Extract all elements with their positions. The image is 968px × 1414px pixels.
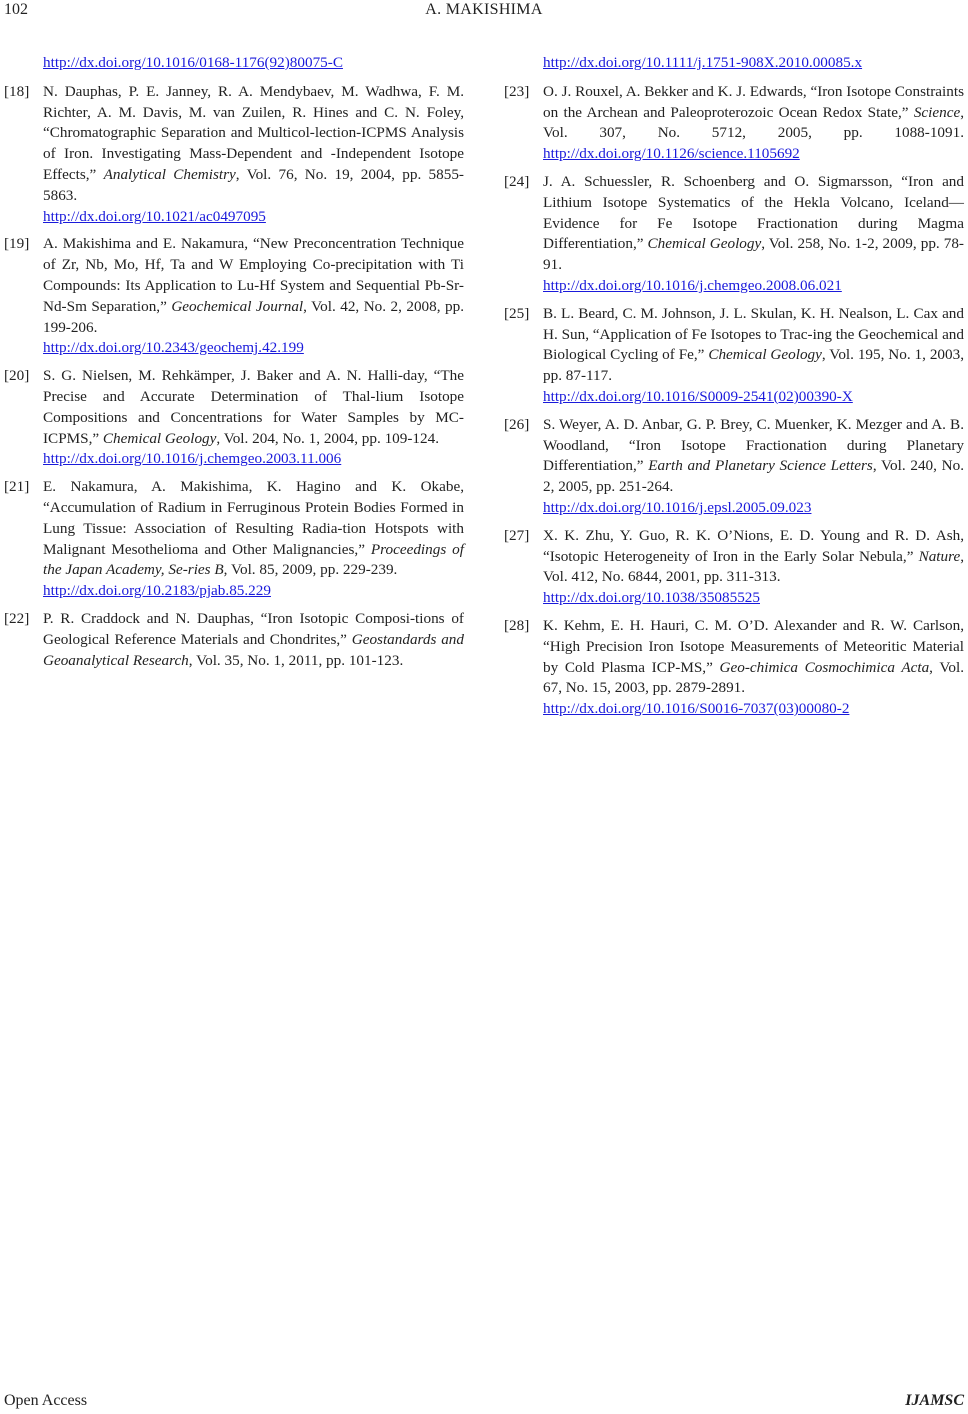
reference-number: [25] — [504, 304, 530, 322]
reference-details: , Vol. 204, No. 1, 2004, pp. 109-124. — [216, 429, 440, 447]
reference-item — [4, 609, 464, 671]
page-number: 102 — [4, 1, 28, 18]
journal-title: Geo-chimica Cosmochimica Acta — [719, 658, 930, 676]
journal-abbreviation: IJAMSC — [905, 1392, 964, 1409]
reference-item — [504, 616, 964, 720]
doi-link[interactable]: http://dx.doi.org/10.1016/0168-1176(92)80075-C — [43, 54, 343, 71]
reference-item — [504, 304, 964, 408]
reference-number: [27] — [504, 526, 530, 544]
doi-link[interactable]: http://dx.doi.org/10.1016/j.chemgeo.2008.06.021 — [543, 276, 842, 294]
reference-number: [22] — [4, 609, 30, 627]
journal-title: Geochemical Journal — [171, 297, 304, 315]
page-header — [0, 0, 968, 26]
reference-details: , Vol. 195, No. 1, 2003, pp. 87-117. — [543, 346, 964, 385]
reference-number: [21] — [4, 478, 30, 496]
reference-item — [4, 366, 464, 470]
reference-details: , Vol. 240, No. 2, 2005, pp. 251-264. — [543, 457, 964, 496]
doi-link[interactable]: http://dx.doi.org/10.2183/pjab.85.229 — [43, 582, 271, 600]
reference-number: [20] — [4, 367, 30, 385]
reference-details: , Vol. 42, No. 2, 2008, pp. 199-206. — [43, 297, 464, 336]
reference-text: A. Makishima and E. Nakamura, “New Preconcentration Technique of Zr, Nb, Mo, Hf, Ta and W Employing Co-precipitation with Ti Compounds: Its Application to Lu-Hf System and Sequential Pb-Sr-Nd-Sm Separation,” — [43, 235, 464, 315]
journal-title: Chemical Geology — [102, 429, 217, 447]
reference-text: O. J. Rouxel, A. Bekker and K. J. Edwards, “Iron Isotope Constraints on the Archean and Paleoproterozoic Ocean Redox State,” — [543, 82, 964, 121]
reference-item — [4, 82, 464, 228]
reference-details: , Vol. 67, No. 15, 2003, pp. 2879-2891. — [543, 658, 964, 697]
journal-title: Proceedings of the Japan Academy, Se-ries B — [43, 540, 464, 579]
doi-link[interactable]: http://dx.doi.org/10.1111/j.1751-908X.2010.00085.x — [543, 54, 863, 71]
reference-text: N. Dauphas, P. E. Janney, R. A. Mendybaev, M. Wadhwa, F. M. Richter, A. M. Davis, M. van Zuilen, R. Hines and C. N. Foley, “Chromatographic Separation and Multicol-lection-ICPMS Analysis of Iron. Investigating Mass-Dependent and -Independent Isotope Effects,” — [43, 82, 464, 183]
page-footer — [0, 1392, 968, 1414]
right-column — [504, 53, 964, 727]
reference-details: , Vol. 307, No. 5712, 2005, pp. 1088-1091. — [543, 103, 964, 142]
open-access-label: Open Access — [4, 1392, 88, 1409]
doi-link[interactable]: http://dx.doi.org/10.1016/S0016-7037(03)00080-2 — [543, 700, 850, 718]
reference-details: , Vol. 76, No. 19, 2004, pp. 5855-5863. — [43, 165, 464, 204]
reference-item — [504, 415, 964, 519]
reference-text: J. A. Schuessler, R. Schoenberg and O. Sigmarsson, “Iron and Lithium Isotope Systematics of the Hekla Volcano, Iceland—Evidence for Fe Isotope Fractionation during Magma Differentiation,” — [543, 172, 964, 253]
reference-item — [504, 526, 964, 609]
doi-link[interactable]: http://dx.doi.org/10.1021/ac0497095 — [43, 207, 266, 225]
reference-number: [18] — [4, 82, 30, 100]
reference-number: [24] — [504, 172, 530, 190]
reference-text: S. Weyer, A. D. Anbar, G. P. Brey, C. Muenker, K. Mezger and A. B. Woodland, “Iron Isotope Fractionation during Planetary Differentiation,” — [543, 415, 964, 475]
reference-number: [23] — [504, 82, 530, 100]
reference-text: P. R. Craddock and N. Dauphas, “Iron Isotopic Composi-tions of Geological Reference Materials and Chondrites,” — [43, 609, 464, 648]
journal-title: Chemical Geology — [647, 235, 762, 253]
reference-number: [26] — [504, 415, 530, 433]
reference-details: , Vol. 412, No. 6844, 2001, pp. 311-313. — [543, 547, 964, 586]
journal-title: Chemical Geology — [708, 346, 822, 364]
reference-item — [504, 82, 964, 165]
doi-link[interactable]: http://dx.doi.org/10.1016/j.chemgeo.2003.11.006 — [43, 450, 342, 468]
running-head: A. MAKISHIMA — [425, 1, 543, 18]
reference-details: , Vol. 35, No. 1, 2011, pp. 101-123. — [188, 651, 404, 669]
reference-text: E. Nakamura, A. Makishima, K. Hagino and K. Okabe, “Accumulation of Radium in Ferruginous Protein Bodies Formed in Lung Tissue: Association of Resulting Radia-tion Hotspots with Malignant Mesothelioma and Other Malignancies,” — [43, 478, 464, 558]
reference-item — [4, 234, 464, 359]
reference-text: K. Kehm, E. H. Hauri, C. M. O’D. Alexander and R. W. Carlson, “High Precision Iron Isotope Measurements of Meteoritic Material by Cold Plasma ICP-MS,” — [543, 616, 964, 676]
doi-link[interactable]: http://dx.doi.org/10.1016/S0009-2541(02)00390-X — [543, 387, 853, 405]
reference-text: S. G. Nielsen, M. Rehkämper, J. Baker and A. N. Halli-day, “The Precise and Accurate Determination of Thal-lium Isotope Compositions and Concentrations for Water Samples by MC-ICPMS,” — [43, 367, 464, 447]
doi-link[interactable]: http://dx.doi.org/10.1038/35085525 — [543, 589, 760, 607]
journal-title: Geostandards and Geoanalytical Research — [43, 630, 464, 669]
left-column — [4, 53, 464, 678]
doi-link[interactable]: http://dx.doi.org/10.2343/geochemj.42.199 — [43, 339, 304, 357]
reference-number: [28] — [504, 616, 530, 634]
doi-link[interactable]: http://dx.doi.org/10.1016/j.epsl.2005.09.023 — [543, 498, 812, 516]
reference-details: , Vol. 85, 2009, pp. 229-239. — [223, 561, 398, 579]
reference-text: B. L. Beard, C. M. Johnson, J. L. Skulan, K. H. Nealson, L. Cax and H. Sun, “Application of Fe Isotopes to Trac-ing the Geochemical and Biological Cycling of Fe,” — [543, 304, 964, 364]
journal-title: Earth and Planetary Science Letters — [648, 457, 873, 475]
journal-title: Nature — [918, 547, 961, 565]
doi-link[interactable]: http://dx.doi.org/10.1126/science.1105692 — [543, 145, 800, 163]
reference-item — [504, 172, 964, 297]
journal-title: Analytical Chemistry — [103, 165, 236, 183]
journal-title: Science — [913, 103, 961, 121]
reference-item — [4, 477, 464, 602]
reference-number: [19] — [4, 235, 30, 253]
reference-details: , Vol. 258, No. 1-2, 2009, pp. 78-91. — [543, 235, 964, 274]
reference-text: X. K. Zhu, Y. Guo, R. K. O’Nions, E. D. Young and R. D. Ash, “Isotopic Heterogeneity of Iron in the Early Solar Nebula,” — [543, 526, 964, 565]
